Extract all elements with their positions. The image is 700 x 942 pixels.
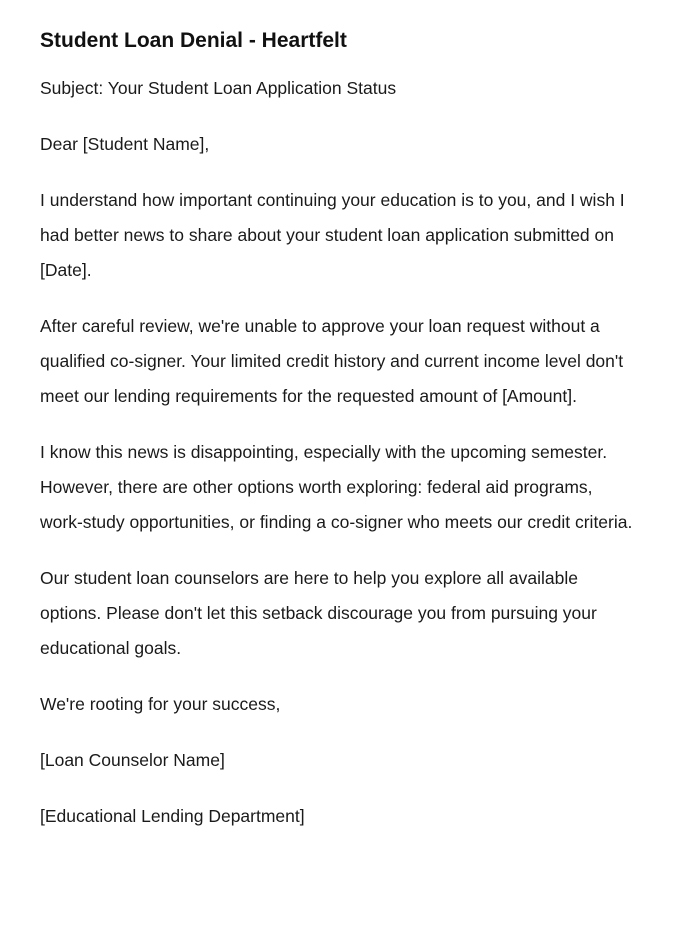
body-paragraph: Our student loan counselors are here to help you explore all available options. Please don't let this setback discourage you from pursuing your educational goals. <box>40 568 597 658</box>
letter-body <box>40 183 636 666</box>
document-title: Student Loan Denial - Heartfelt <box>40 29 347 52</box>
subject-line: Subject: Your Student Loan Application Status <box>40 78 397 98</box>
body-paragraph: I understand how important continuing your education is to you, and I wish I had better news to share about your student loan application submitted on [Date]. <box>40 190 625 280</box>
signature-line: [Educational Lending Department] <box>40 806 305 826</box>
salutation: Dear [Student Name], <box>40 134 210 154</box>
body-paragraph: After careful review, we're unable to approve your loan request without a qualified co-signer. Your limited credit history and current income level don't meet our lending requirements for the requested amount of [Amount]. <box>40 316 624 406</box>
body-paragraph: I know this news is disappointing, especially with the upcoming semester. However, there are other options worth exploring: federal aid programs, work-study opportunities, or finding a co-signer who meets our credit criteria. <box>40 442 633 532</box>
closing-line: We're rooting for your success, <box>40 694 281 714</box>
signature-line: [Loan Counselor Name] <box>40 750 225 770</box>
